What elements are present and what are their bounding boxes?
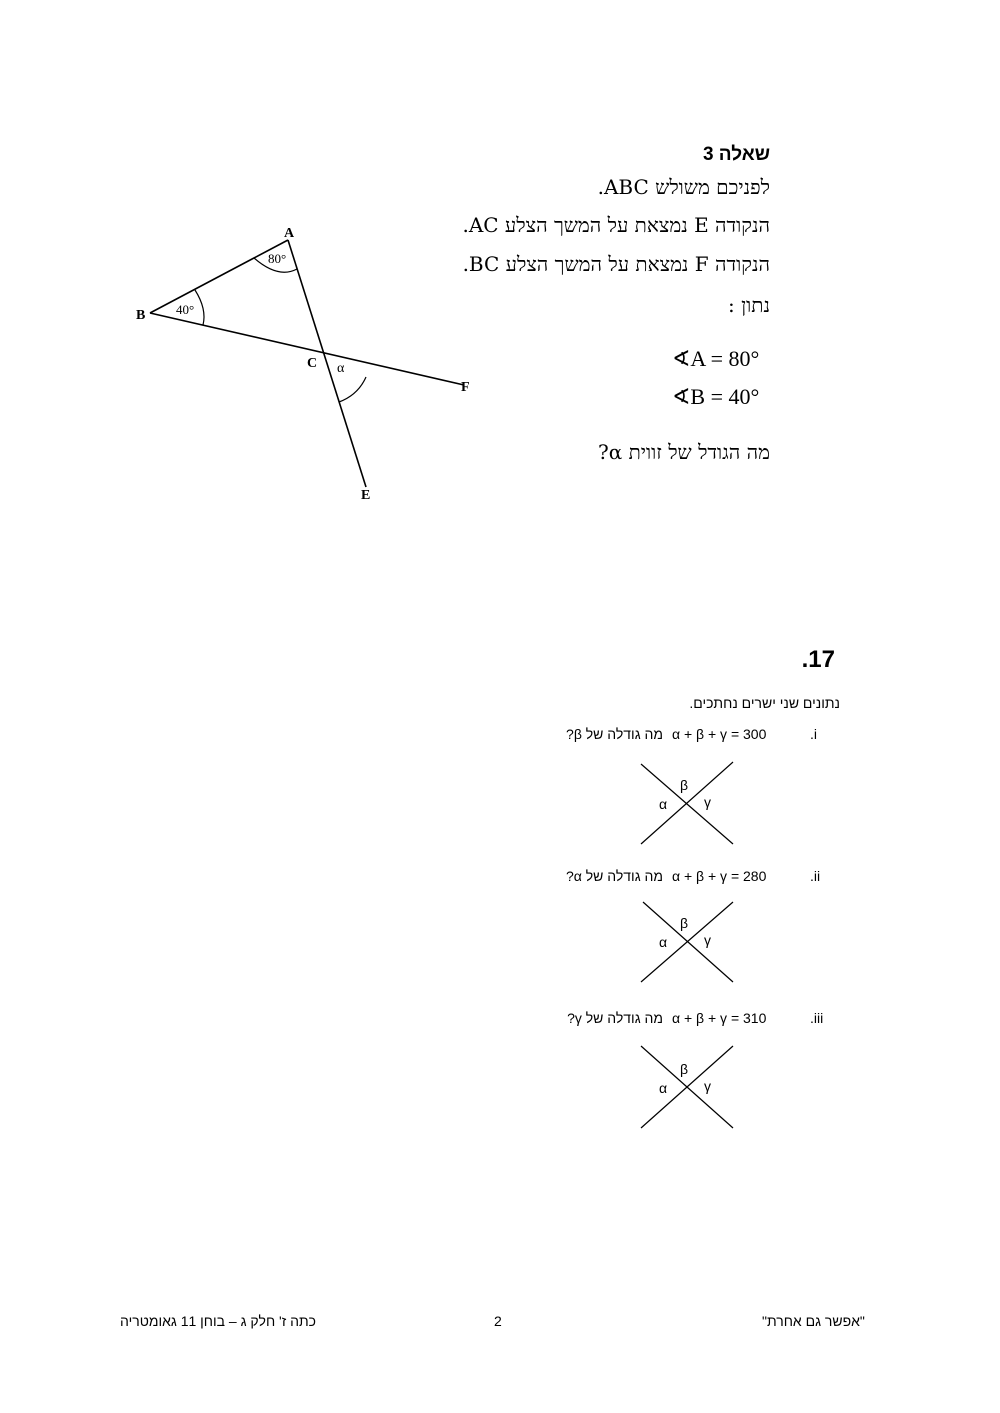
angle-alpha-label: α (337, 361, 345, 376)
segment-ae (288, 240, 366, 487)
intersecting-lines-figure-3 (635, 1042, 741, 1134)
given-angle-a: ∢A = 80° (672, 346, 760, 371)
question-3-ask: מה הגודל של זווית α? (597, 440, 770, 464)
angle-beta-label: β (680, 777, 689, 793)
item-3-equation: α + β + γ = 310 (672, 1010, 767, 1026)
item-1-equation: α + β + γ = 300 (672, 726, 767, 742)
angle-alpha-label: α (659, 934, 668, 950)
given-angle-b: ∢B = 40° (672, 384, 760, 409)
question-17-number: .17 (801, 646, 835, 673)
angle-alpha-label: α (659, 1080, 668, 1096)
question-3-line-2: הנקודה E נמצאת על המשך הצלע AC. (462, 213, 770, 237)
intersecting-lines-figure-1 (635, 758, 741, 850)
question-3-line-3: הנקודה F נמצאת על המשך הצלע BC. (462, 252, 770, 276)
intersecting-lines-figure-2 (635, 898, 741, 986)
question-3-given-label: נתון : (727, 293, 770, 317)
angle-gamma-label: γ (704, 1078, 711, 1094)
label-e: E (361, 488, 371, 503)
item-2-question: מה גודלה של α? (565, 868, 663, 884)
angle-beta-label: β (680, 1061, 689, 1077)
item-1-number: .i (810, 726, 817, 742)
label-a: A (284, 226, 295, 241)
triangle-figure (120, 215, 480, 510)
footer-right-text: "אפשר גם אחרת" (762, 1313, 865, 1329)
question-3-line-1: לפניכם משולש ABC. (597, 175, 770, 199)
item-2-number: .ii (810, 868, 821, 884)
label-c: C (307, 356, 318, 371)
label-b: B (136, 308, 146, 323)
item-3-number: .iii (810, 1010, 824, 1026)
angle-alpha-label: α (659, 796, 668, 812)
question-3-title: שאלה 3 (702, 144, 770, 165)
angle-a-value: 80° (268, 251, 287, 266)
angle-gamma-label: γ (704, 932, 711, 948)
item-2-equation: α + β + γ = 280 (672, 868, 767, 884)
segment-bf (150, 313, 464, 385)
item-3-question: מה גודלה של γ? (567, 1010, 663, 1026)
label-f: F (461, 380, 470, 395)
item-1-question: מה גודלה של β? (566, 726, 663, 742)
angle-gamma-label: γ (704, 794, 711, 810)
footer-left-text: כתה ז' חלק ג – בוחן 11 גאומטריה (120, 1313, 317, 1329)
question-17-intro: נתונים שני ישרים נחתכים. (689, 695, 840, 711)
angle-beta-label: β (680, 915, 689, 931)
page-number: 2 (494, 1313, 502, 1329)
arc-angle-b (195, 290, 204, 325)
angle-b-value: 40° (176, 302, 195, 317)
arc-angle-alpha (339, 377, 366, 402)
